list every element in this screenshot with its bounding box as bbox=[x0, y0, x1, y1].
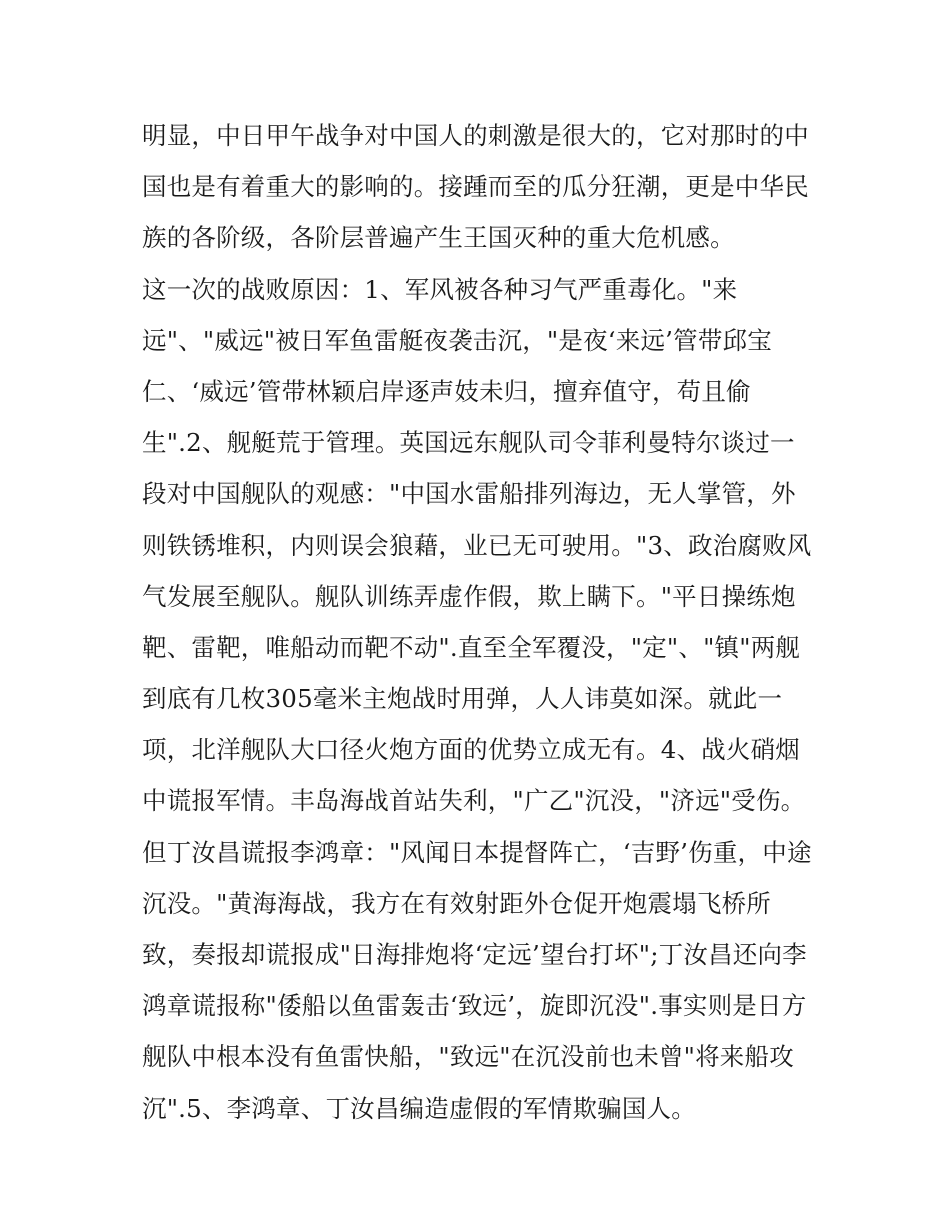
text-line: 远"、"威远"被日军鱼雷艇夜袭击沉，"是夜‘来远’管带邱宝 bbox=[142, 325, 772, 355]
text-line: 族的各阶级，各阶层普遍产生王国灭种的重大危机感。 bbox=[142, 223, 735, 253]
text-line: 鸿章谎报称"倭船以鱼雷轰击‘致远’，旋即沉没".事实则是日方 bbox=[142, 991, 807, 1021]
text-line: 这一次的战败原因：1、军风被各种习气严重毒化。"来 bbox=[142, 274, 738, 304]
text-line: 靶、雷靶，唯船动而靶不动".直至全军覆没，"定"、"镇"两舰 bbox=[142, 632, 801, 662]
text-line: 致，奏报却谎报成"日海排炮将‘定远’望台打坏";丁汝昌还向李 bbox=[142, 940, 807, 969]
text-line: 项，北洋舰队大口径火炮方面的优势立成无有。4、战火硝烟 bbox=[142, 735, 800, 765]
text-line: 生".2、舰艇荒于管理。英国远东舰队司令菲利曼特尔谈过一 bbox=[142, 428, 795, 458]
body-text bbox=[142, 110, 822, 1134]
text-line: 到底有几枚305毫米主炮战时用弹，人人讳莫如深。就此一 bbox=[142, 684, 783, 714]
text-line: 但丁汝昌谎报李鸿章："风闻日本提督阵亡，‘吉野’伤重，中途 bbox=[142, 837, 812, 867]
text-line: 仁、‘威远’管带林颖启岸逐声妓未归，擅弃值守，苟且偷 bbox=[142, 376, 751, 406]
text-line: 则铁锈堆积，内则误会狼藉，业已无可驶用。"3、政治腐败风 bbox=[142, 530, 812, 560]
text-line: 沉没。"黄海海战，我方在有效射距外仓促开炮震塌飞桥所 bbox=[142, 888, 771, 918]
text-line: 舰队中根本没有鱼雷快船，"致远"在沉没前也未曾"将来船攻 bbox=[142, 1042, 794, 1072]
text-line: 段对中国舰队的观感："中国水雷船排列海边，无人掌管，外 bbox=[142, 479, 796, 509]
text-line: 沉".5、李鸿章、丁汝昌编造虚假的军情欺骗国人。 bbox=[142, 1093, 696, 1123]
text-line: 气发展至舰队。舰队训练弄虚作假，欺上瞒下。"平日操练炮 bbox=[142, 581, 796, 611]
text-line: 国也是有着重大的影响的。接踵而至的瓜分狂潮，更是中华民 bbox=[142, 172, 809, 202]
text-line: 明显，中日甲午战争对中国人的刺激是很大的，它对那时的中 bbox=[142, 121, 809, 150]
text-line: 中谎报军情。丰岛海战首站失利，"广乙"沉没，"济远"受伤。 bbox=[142, 786, 806, 816]
